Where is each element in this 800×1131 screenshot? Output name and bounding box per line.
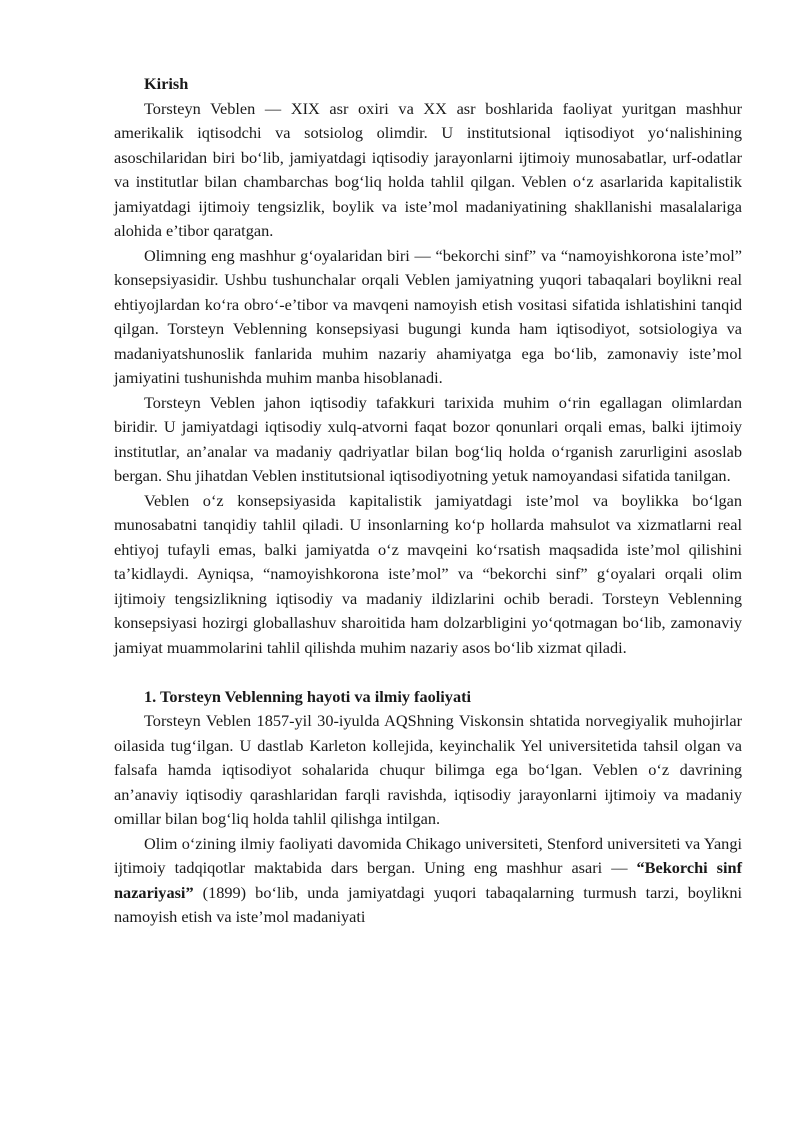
book-title: “Bekorchi sinf nazariyasi” <box>114 858 742 902</box>
intro-paragraph-4: Veblen o‘z konsepsiyasida kapitalistik jamiyatdagi iste’mol va boylikka bo‘lgan munosabatni tanqidiy tahlil qiladi. U insonlarning ko‘p hollarda mahsulot va xizmatlarni real ehtiyoj tufayli emas, balki jamiyatda o‘z mavqeini ko‘rsatish maqsadida iste’mol qilishini ta’kidlaydi. Ayniqsa, “namoyishkorona iste’mol” va “bekorchi sinf” g‘oyalari orqali olim ijtimoiy tengsizlikning iqtisodiy va madaniy ildizlarini ochib beradi. Torsteyn Veblenning konsepsiyasi hozirgi globallashuv sharoitida ham dolzarbligini yo‘qotmagan bo‘lib, zamonaviy jamiyat muammolarini tahlil qilishda muhim nazariy asos bo‘lib xizmat qiladi. <box>114 490 742 657</box>
intro-paragraph-2: Olimning eng mashhur g‘oyalaridan biri — “bekorchi sinf” va “namoyishkorona iste’mol” konsepsiyasidir. Ushbu tushunchalar orqali Veblen jamiyatning yuqori tabaqalari boylikni real ehtiyojlardan ko‘ra obro‘-e’tibor va mavqeni namoyish etish vositasi sifatida ishlatishini tanqid qilgan. Torsteyn Veblenning konsepsiyasi bugungi kunda ham iqtisodiyot, sotsiologiya va madaniyatshunoslik fanlarida muhim nazariy ahamiyatga ega bo‘lib, zamonaviy iste’mol jamiyatini tushunishda muhim manba hisoblanadi. <box>114 245 742 387</box>
section1-paragraph-2 <box>114 832 742 930</box>
intro-paragraph-1: Torsteyn Veblen — XIX asr oxiri va XX asr boshlarida faoliyat yuritgan mashhur amerikalik iqtisodchi va sotsiolog olimdir. U institutsional iqtisodiyot yo‘nalishining asoschilaridan biri bo‘lib, jamiyatdagi iqtisodiy jarayonlarni ijtimoiy munosabatlar, urf-odatlar va institutlar bilan chambarchas bog‘liq holda tahlil qilgan. Veblen o‘z asarlarida kapitalistik jamiyatdagi ijtimoiy tengsizlik, boylik va iste’mol madaniyatining shakllanishi masalalariga alohida e’tibor qaratgan. <box>114 98 742 240</box>
section1-heading: 1. Torsteyn Veblenning hayoti va ilmiy faoliyati <box>144 686 472 706</box>
section-spacer <box>114 660 742 685</box>
intro-paragraph-3: Torsteyn Veblen jahon iqtisodiy tafakkuri tarixida muhim o‘rin egallagan olimlardan biridir. U jamiyatdagi iqtisodiy xulq-atvorni faqat bozor qonunlari orqali emas, balki ijtimoiy institutlar, an’analar va madaniy qadriyatlar bilan bog‘liq holda o‘rganish zarurligini asoslab bergan. Shu jihatdan Veblen institutsional iqtisodiyotning yetuk namoyandasi sifatida tanilgan. <box>114 392 742 485</box>
document-page <box>114 72 742 930</box>
intro-heading: Kirish <box>144 74 189 93</box>
section1-paragraph-1: Torsteyn Veblen 1857-yil 30-iyulda AQShning Viskonsin shtatida norvegiyalik muhojirlar oilasida tug‘ilgan. U dastlab Karleton kollejida, keyinchalik Yel universitetida tahsil olgan va falsafa hamda iqtisodiyot sohalarida chuqur bilimga ega bo‘lgan. Veblen o‘z davrining an’anaviy iqtisodiy qarashlaridan farqli ravishda, iqtisodiy jarayonlarni ijtimoiy va madaniy omillar bilan bog‘liq holda tahlil qilishga intilgan. <box>114 711 742 828</box>
section1-paragraph-2-after: (1899) bo‘lib, unda jamiyatdagi yuqori tabaqalarning turmush tarzi, boylikni namoyish etish va iste’mol madaniyati <box>114 882 742 926</box>
section1-paragraph-2-before: Olim o‘zining ilmiy faoliyati davomida Chikago universiteti, Stenford universiteti va Yangi ijtimoiy tadqiqotlar maktabida dars bergan. Uning eng mashhur asari — <box>114 833 742 877</box>
